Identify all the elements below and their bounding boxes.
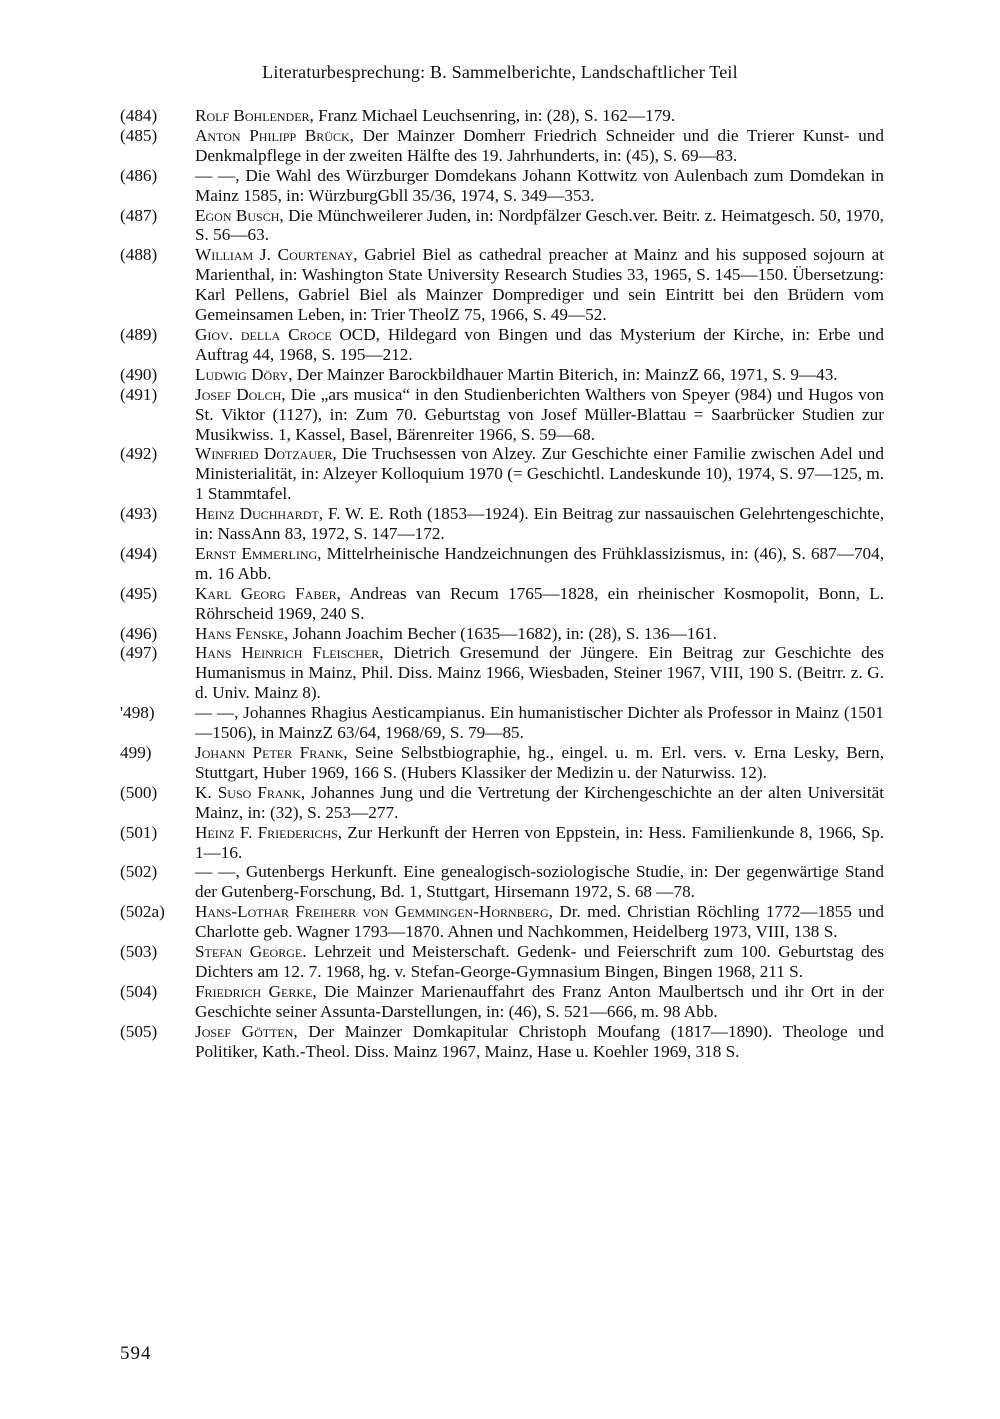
bibliography-entry bbox=[120, 624, 884, 644]
entry-number: (501) bbox=[120, 822, 158, 842]
entry-text: Dr. med. Christian Röchling 1772—1855 und Charlotte geb. Wagner 1793—1870. Ahnen und Nachkommen, Heidelberg 1973, VIII, 138 S. bbox=[195, 902, 884, 942]
entry-number: (503) bbox=[120, 942, 158, 962]
entry-author: Hans-Lothar Freiherr von Gemmingen-Hornberg, bbox=[195, 902, 553, 922]
entry-author: Heinz F. Friederichs, bbox=[195, 822, 343, 842]
entry-number: (502a) bbox=[120, 902, 165, 922]
entry-text: — —, Die Wahl des Würzburger Domdekans Johann Kottwitz von Aulenbach zum Domdekan in Mainz 1585, in: WürzburgGbll 35/36, 1974, S. 349—353. bbox=[195, 165, 884, 205]
entry-number: (495) bbox=[120, 583, 158, 603]
entry-text: Die Mainzer Marienauffahrt des Franz Anton Maulbertsch und ihr Ort in der Geschichte seiner Assunta-Darstellungen, in: (46), S. 521—666, m. 98 Abb. bbox=[195, 981, 884, 1021]
entry-number: (488) bbox=[120, 245, 158, 265]
entry-number: '498) bbox=[120, 703, 155, 723]
bibliography-entry bbox=[120, 444, 884, 504]
entry-number: (494) bbox=[120, 543, 158, 563]
entry-author: Josef Dolch, bbox=[195, 384, 286, 404]
entry-text: Lehrzeit und Meisterschaft. Gedenk- und Feierschrift zum 100. Geburtstag des Dichters am 12. 7. 1968, hg. v. Stefan-George-Gymnasium Bingen, Bingen 1968, 211 S. bbox=[195, 942, 885, 981]
entry-text: Der Mainzer Domkapitular Christoph Moufang (1817—1890). Theologe und Politiker, Kath.-Theol. Diss. Mainz 1967, Mainz, Hase u. Koehler 1969, 318 S. bbox=[195, 1021, 884, 1061]
entry-number: (484) bbox=[120, 106, 158, 125]
entry-text: Gabriel Biel as cathedral preacher at Mainz and his supposed sojourn at Marienthal, in: Washington State University Research Studies 33, 1965, S. 145—150. Übersetzung: Karl Pellens, Gabriel Biel als Mainzer Domprediger und sein Eintritt bei den Brüdern vom Gemeinsamen Leben, in: Trier TheolZ 75, 1966, S. 49—52. bbox=[195, 245, 884, 325]
entry-number: (502) bbox=[120, 862, 158, 882]
bibliography-entry bbox=[120, 166, 884, 206]
entry-text: Johannes Jung und die Vertretung der Kirchengeschichte an der alten Universität Mainz, in: (32), S. 253—277. bbox=[195, 782, 884, 822]
entry-text: Der Mainzer Barockbildhauer Martin Biterich, in: MainzZ 66, 1971, S. 9—43. bbox=[292, 364, 838, 384]
entry-author: Heinz Duchhardt, bbox=[195, 504, 324, 524]
entry-number: 499) bbox=[120, 743, 152, 762]
entry-number: (500) bbox=[120, 782, 158, 802]
entry-number: (485) bbox=[120, 125, 158, 145]
bibliography-entry bbox=[120, 783, 884, 823]
entry-text: Die Truchsessen von Alzey. Zur Geschichte einer Familie zwischen Adel und Ministerialität, in: Alzeyer Kolloquium 1970 (= Geschichtl. Landeskunde 10), 1974, S. 97—125, m. 1 Stammtafel. bbox=[195, 444, 884, 504]
bibliography-entry bbox=[120, 584, 884, 624]
entry-text: Die Münchweilerer Juden, in: Nordpfälzer Gesch.ver. Beitr. z. Heimatgesch. 50, 1970, S. 56—63. bbox=[195, 205, 884, 245]
bibliography-entry bbox=[120, 982, 884, 1022]
entry-text: Die „ars musica“ in den Studienberichten Walthers von Speyer (984) und Hugos von St. Viktor (1127), in: Zum 70. Geburtstag von Josef Müller-Blattau = Saarbrücker Studien zur Musikwiss. 1, Kassel, Basel, Bärenreiter 1966, S. 59—68. bbox=[195, 384, 884, 444]
bibliography-entry bbox=[120, 703, 884, 743]
bibliography-entry bbox=[120, 106, 884, 126]
entry-author: Johann Peter Frank, bbox=[195, 743, 348, 762]
entry-text: Seine Selbstbiographie, hg., eingel. u. m. Erl. vers. v. Erna Lesky, Bern, Stuttgart, Huber 1969, 166 S. (Hubers Klassiker der Medizin u. der Naturwiss. 12). bbox=[195, 743, 884, 782]
entry-text: Andreas van Recum 1765—1828, ein rheinischer Kosmopolit, Bonn, L. Röhrscheid 1969, 240 S. bbox=[195, 583, 884, 623]
entry-text: OCD, Hildegard von Bingen und das Mysterium der Kirche, in: Erbe und Auftrag 44, 1968, S. 195—212. bbox=[195, 324, 884, 364]
bibliography-entry bbox=[120, 245, 884, 325]
bibliography-entry bbox=[120, 544, 884, 584]
entry-text: Johann Joachim Becher (1635—1682), in: (28), S. 136—161. bbox=[288, 623, 717, 643]
running-head: Literaturbesprechung: B. Sammelberichte, Landschaftlicher Teil bbox=[262, 62, 738, 82]
entry-number: (492) bbox=[120, 444, 158, 464]
entry-author: William J. Courtenay, bbox=[195, 245, 358, 265]
entry-author: Karl Georg Faber, bbox=[195, 583, 341, 603]
bibliography-entry bbox=[120, 1022, 884, 1062]
entry-author: Stefan George. bbox=[195, 942, 307, 962]
entry-text: Mittelrheinische Handzeichnungen des Frühklassizismus, in: (46), S. 687—704, m. 16 Abb. bbox=[195, 543, 884, 583]
entry-author: Ludwig Döry, bbox=[195, 364, 293, 384]
entry-author: Hans Fenske, bbox=[195, 623, 289, 643]
bibliography-entry bbox=[120, 643, 884, 703]
entry-author: Friedrich Gerke, bbox=[195, 981, 317, 1001]
entry-text: Franz Michael Leuchsenring, in: (28), S. 162—179. bbox=[313, 106, 676, 125]
entry-number: (489) bbox=[120, 324, 158, 344]
bibliography-entry bbox=[120, 365, 884, 385]
bibliography-entry bbox=[120, 942, 884, 982]
bibliography-entry bbox=[120, 862, 884, 902]
entry-number: (491) bbox=[120, 384, 158, 404]
bibliography-entry bbox=[120, 126, 884, 166]
bibliography-entry bbox=[120, 385, 884, 445]
entry-text: F. W. E. Roth (1853—1924). Ein Beitrag zur nassauischen Gelehrtengeschichte, in: NassAnn 83, 1972, S. 147—172. bbox=[195, 504, 884, 544]
entry-author: Giov. della Croce bbox=[195, 324, 332, 344]
entry-number: (496) bbox=[120, 623, 158, 643]
entry-number: (504) bbox=[120, 981, 158, 1001]
entry-text: Zur Herkunft der Herren von Eppstein, in: Hess. Familienkunde 8, 1966, Sp. 1—16. bbox=[195, 822, 884, 862]
bibliography-entry bbox=[120, 206, 884, 246]
bibliography-entry bbox=[120, 743, 884, 783]
bibliography-entry bbox=[120, 823, 884, 863]
entry-author: Anton Philipp Brück, bbox=[195, 125, 354, 145]
entry-text: — —, Gutenbergs Herkunft. Eine genealogisch-soziologische Studie, in: Der gegenwärtige Stand der Gutenberg-Forschung, Bd. 1, Stuttgart, Hirsemann 1972, S. 68 —78. bbox=[195, 862, 884, 902]
entry-number: (490) bbox=[120, 364, 158, 384]
entry-author: Rolf Bohlender, bbox=[195, 106, 314, 125]
entry-number: (497) bbox=[120, 643, 158, 663]
entry-author: Hans Heinrich Fleischer, bbox=[195, 643, 384, 663]
bibliography-entry bbox=[120, 504, 884, 544]
entry-author: Josef Götten, bbox=[195, 1021, 298, 1041]
entry-author: Ernst Emmerling, bbox=[195, 543, 322, 563]
entry-number: (493) bbox=[120, 504, 158, 524]
entry-text: — —, Johannes Rhagius Aesticampianus. Ein humanistischer Dichter als Professor in Mainz (1501—1506), in MainzZ 63/64, 1968/69, S. 79—85. bbox=[195, 703, 884, 743]
bibliography-list bbox=[120, 106, 884, 1062]
entry-number: (505) bbox=[120, 1021, 158, 1041]
entry-author: Winfried Dotzauer, bbox=[195, 444, 337, 464]
entry-text: Der Mainzer Domherr Friedrich Schneider und die Trierer Kunst- und Denkmalpflege in der zweiten Hälfte des 19. Jahrhunderts, in: (45), S. 69—83. bbox=[195, 125, 884, 165]
page-number: 594 bbox=[120, 1343, 152, 1364]
entry-number: (487) bbox=[120, 205, 158, 225]
entry-author: K. Suso Frank, bbox=[195, 782, 306, 802]
bibliography-entry bbox=[120, 902, 884, 942]
entry-text: Dietrich Gresemund der Jüngere. Ein Beitrag zur Geschichte des Humanismus in Mainz, Phil. Diss. Mainz 1966, Wiesbaden, Steiner 1967, VIII, 190 S. (Beitrr. z. G. d. Univ. Mainz 8). bbox=[195, 643, 884, 703]
bibliography-entry bbox=[120, 325, 884, 365]
entry-author: Egon Busch, bbox=[195, 205, 284, 225]
entry-number: (486) bbox=[120, 165, 158, 185]
